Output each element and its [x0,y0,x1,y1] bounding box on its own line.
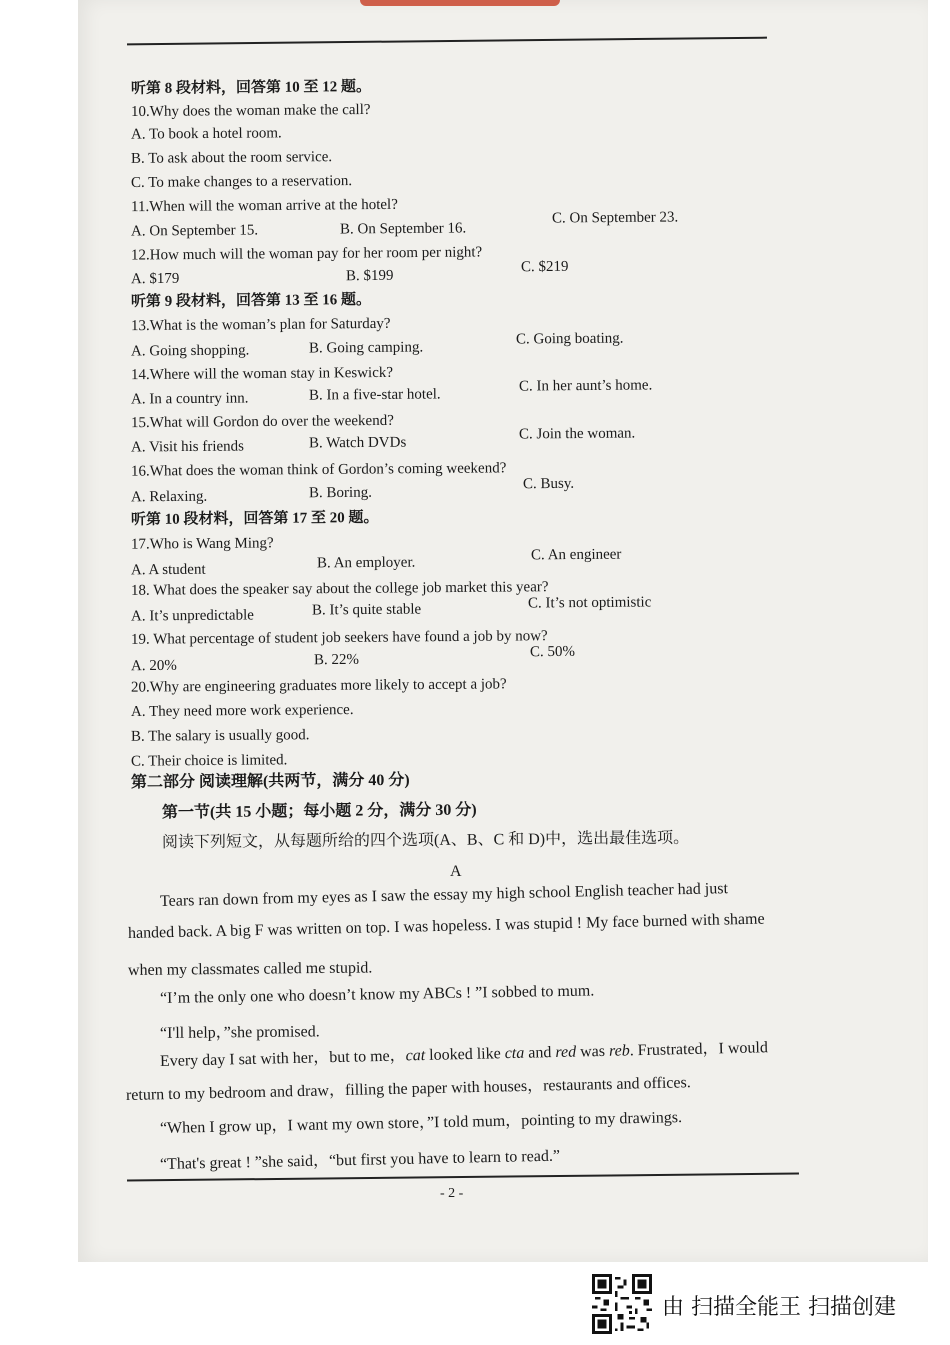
section9-heading: 听第 9 段材料，回答第 13 至 16 题。 [130,291,372,311]
q14-option-b: B. In a five-star hotel. [308,386,441,404]
q17-question: 17.Who is Wang Ming? [130,535,274,553]
q10-option-b: B. To ask about the room service. [130,149,333,167]
passage-line-2: handed back. A big F was written on top. I was hopeless. I was stupid ! My face burned with shame [127,910,765,942]
q13-option-b: B. Going camping. [308,339,424,357]
word-cta: cta [504,1044,525,1063]
part2-section1-heading: 第一节(共 15 小题；每小题 2 分，满分 30 分) [161,801,477,822]
q18-option-b: B. It’s quite stable [311,601,422,619]
word-red: red [555,1043,577,1062]
top-edge-mark [360,0,560,6]
passage-line-6-post: . Frustrated，I would [629,1039,769,1060]
q19-option-c: C. 50% [529,643,576,661]
q13-option-a: A. Going shopping. [130,342,250,360]
q10-option-c: C. To make changes to a reservation. [130,173,353,191]
q12-option-b: B. $199 [345,267,394,285]
passage-line-6-mid1: looked like [425,1045,505,1064]
q20-option-a: A. They need more work experience. [130,702,354,720]
q17-option-b: B. An employer. [316,554,416,572]
q13-question: 13.What is the woman’s plan for Saturday? [130,315,391,335]
passage-line-4: “I’m the only one who doesn’t know my ABCs ! ”I sobbed to mum. [159,982,595,1007]
part2-instruction: 阅读下列短文，从每题所给的四个选项(A、B、C 和 D)中，选出最佳选项。 [161,829,690,852]
q10-option-a: A. To book a hotel room. [130,125,282,143]
q19-option-b: B. 22% [313,651,360,669]
scanner-credit-text: 由 扫描全能王 扫描创建 [662,1295,896,1320]
q19-question: 19. What percentage of student job seekers have found a job by now? [130,628,548,648]
q18-option-a: A. It’s unpredictable [130,607,254,625]
q12-option-a: A. $179 [130,270,180,288]
q16-option-a: A. Relaxing. [130,488,208,506]
passage-line-5: “I'll help，”she promised. [159,1023,320,1042]
passage-line-7: return to my bedroom and draw，filling the paper with houses，restaurants and offices. [125,1074,691,1104]
q16-question: 16.What does the woman think of Gordon’s coming weekend? [130,460,507,480]
q11-option-c: C. On September 23. [551,209,679,227]
q18-option-c: C. It’s not optimistic [527,594,652,612]
q19-option-a: A. 20% [130,657,177,675]
q15-option-c: C. Join the woman. [518,425,636,443]
q13-option-c: C. Going boating. [515,330,624,348]
qr-code-icon [592,1274,652,1334]
passage-line-1: Tears ran down from my eyes as I saw the essay my high school English teacher had just [159,880,729,910]
q20-option-c: C. Their choice is limited. [130,752,288,770]
q17-option-c: C. An engineer [530,546,622,564]
q14-option-c: C. In her aunt’s home. [518,377,653,395]
q18-question: 18. What does the speaker say about the college job market this year? [130,579,549,599]
passage-line-6-mid3: was [575,1042,610,1061]
passage-line-8: “When I grow up，I want my own store，”I told mum，pointing to my drawings. [159,1109,683,1137]
q16-option-b: B. Boring. [308,484,373,502]
part2-heading: 第二部分 阅读理解(共两节，满分 40 分) [130,771,410,792]
q20-question: 20.Why are engineering graduates more likely to accept a job? [130,676,507,696]
section10-heading: 听第 10 段材料，回答第 17 至 20 题。 [130,509,379,529]
q11-option-a: A. On September 15. [130,222,259,240]
q15-option-b: B. Watch DVDs [308,434,407,452]
q14-option-a: A. In a country inn. [130,390,249,408]
word-cat: cat [405,1046,426,1065]
passage-line-3: when my classmates called me stupid. [127,959,373,979]
q15-question: 15.What will Gordon do over the weekend? [130,412,394,432]
q16-option-c: C. Busy. [522,475,575,493]
q15-option-a: A. Visit his friends [130,438,245,456]
scanner-footer [592,1274,932,1334]
passage-line-6-mid2: and [524,1044,556,1062]
page-number: - 2 - [440,1186,464,1201]
q20-option-b: B. The salary is usually good. [130,727,310,745]
q12-question: 12.How much will the woman pay for her room per night? [130,244,483,264]
q10-question: 10.Why does the woman make the call? [130,101,371,121]
passage-label: A [450,863,462,880]
section8-heading: 听第 8 段材料，回答第 10 至 12 题。 [130,78,372,98]
q11-question: 11.When will the woman arrive at the hotel? [130,196,398,216]
q14-question: 14.Where will the woman stay in Keswick? [130,364,394,384]
word-reb: reb [608,1042,630,1060]
passage-line-9: “That's great ! ”she said，“but first you have to learn to read.” [159,1147,561,1173]
q17-option-a: A. A student [130,561,206,579]
passage-line-6-pre: Every day I sat with her，but to me， [159,1047,406,1070]
q11-option-b: B. On September 16. [339,220,467,238]
q12-option-c: C. $219 [520,258,569,276]
